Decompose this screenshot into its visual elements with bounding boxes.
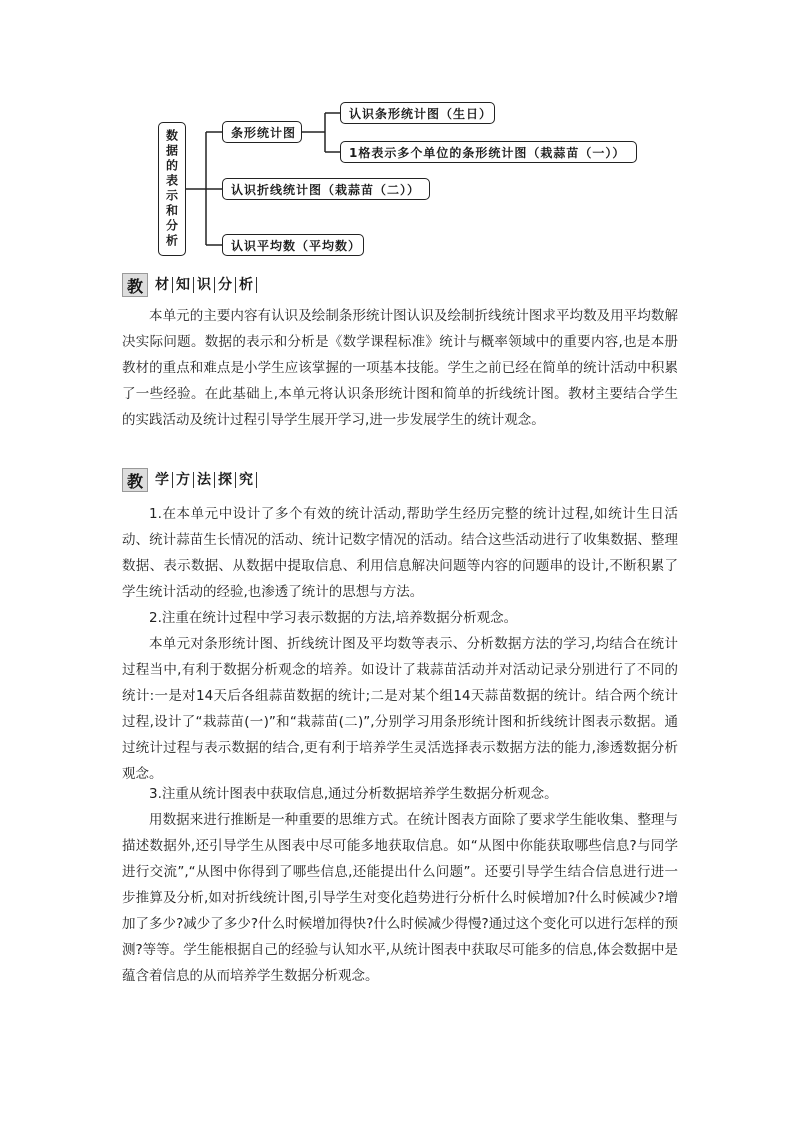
section-title-char: 探 bbox=[215, 472, 236, 488]
section-title bbox=[152, 472, 257, 488]
section-badge: 教 bbox=[122, 273, 148, 297]
mindmap-branch-average: 认识平均数（平均数） bbox=[222, 234, 364, 256]
mindmap-branch-bar-chart: 条形统计图 bbox=[222, 121, 302, 143]
paragraph-point-1: 1.在本单元中设计了多个有效的统计活动,帮助学生经历完整的统计过程,如统计生日活动、统计蒜苗生长情况的活动、统计记数字情况的活动。结合这些活动进行了收集数据、整理数据、表示数据、从数据中提取信息、利用信息解决问题等内容的问题串的设计,不断积累了学生统计活动的经验,也渗透了统计的思想与方法。 bbox=[122, 506, 678, 600]
mindmap-leaf-bar-birthday: 认识条形统计图（生日） bbox=[340, 102, 495, 124]
mindmap-connectors bbox=[0, 0, 794, 280]
section-title bbox=[152, 277, 257, 293]
paragraph-textbook-analysis: 本单元的主要内容有认识及绘制条形统计图认识及绘制折线统计图求平均数及用平均数解决实际问题。数据的表示和分析是《数学课程标准》统计与概率领域中的重要内容,也是本册教材的重点和难点是小学生应该掌握的一项基本技能。学生之前已经在简单的统计活动中积累了一些经验。在此基础上,本单元将认识条形统计图和简单的折线统计图。教材主要结合学生的实践活动及统计过程引导学生展开学习,进一步发展学生的统计观念。 bbox=[122, 308, 678, 428]
section-title-char: 识 bbox=[194, 277, 215, 293]
section-heading-teaching-methods bbox=[122, 468, 257, 492]
paragraph-point-2-heading: 2.注重在统计过程中学习表示数据的方法,培养数据分析观念。 bbox=[149, 610, 518, 626]
mindmap-leaf-bar-multi-unit: 1格表示多个单位的条形统计图（栽蒜苗（一）） bbox=[340, 141, 637, 163]
section-title-char: 方 bbox=[173, 472, 194, 488]
paragraph-point-2-body: 本单元对条形统计图、折线统计图及平均数等表示、分析数据方法的学习,均结合在统计过程当中,有利于数据分析观念的培养。如设计了栽蒜苗活动并对活动记录分别进行了不同的统计:一是对14天后各组蒜苗数据的统计;二是对某个组14天蒜苗数据的统计。结合两个统计过程,设计了“栽蒜苗(一)”和“栽蒜苗(二)”,分别学习用条形统计图和折线统计图表示数据。通过统计过程与表示数据的结合,更有利于培养学生灵活选择表示数据方法的能力,渗透数据分析观念。 bbox=[122, 636, 678, 782]
section-heading-textbook-analysis bbox=[122, 273, 257, 297]
section-title-char: 分 bbox=[215, 277, 236, 293]
section-badge: 教 bbox=[122, 468, 148, 492]
section-title-char: 学 bbox=[152, 472, 173, 488]
section-title-char: 析 bbox=[236, 277, 257, 293]
section-title-char: 法 bbox=[194, 472, 215, 488]
paragraph-point-3-body: 用数据来进行推断是一种重要的思维方式。在统计图表方面除了要求学生能收集、整理与描述数据外,还引导学生从图表中尽可能多地获取信息。如“从图中你能获取哪些信息?与同学进行交流”,“从图中你得到了哪些信息,还能提出什么问题”。还要引导学生结合信息进行进一步推算及分析,如对折线统计图,引导学生对变化趋势进行分析什么时候增加?什么时候减少?增加了多少?减少了多少?什么时候增加得快?什么时候减少得慢?通过这个变化可以进行怎样的预测?等等。学生能根据自己的经验与认知水平,从统计图表中获取尽可能多的信息,体会数据中是蕴含着信息的从而培养学生数据分析观念。 bbox=[122, 812, 678, 984]
section-title-char: 究 bbox=[236, 472, 257, 488]
paragraph-point-3-heading: 3.注重从统计图表中获取信息,通过分析数据培养学生数据分析观念。 bbox=[149, 786, 558, 802]
section-title-char: 知 bbox=[173, 277, 194, 293]
section-title-char: 材 bbox=[152, 277, 173, 293]
mindmap-branch-line-chart: 认识折线统计图（栽蒜苗（二）） bbox=[222, 178, 430, 200]
mindmap-root: 数据的表示和分析 bbox=[158, 122, 186, 256]
